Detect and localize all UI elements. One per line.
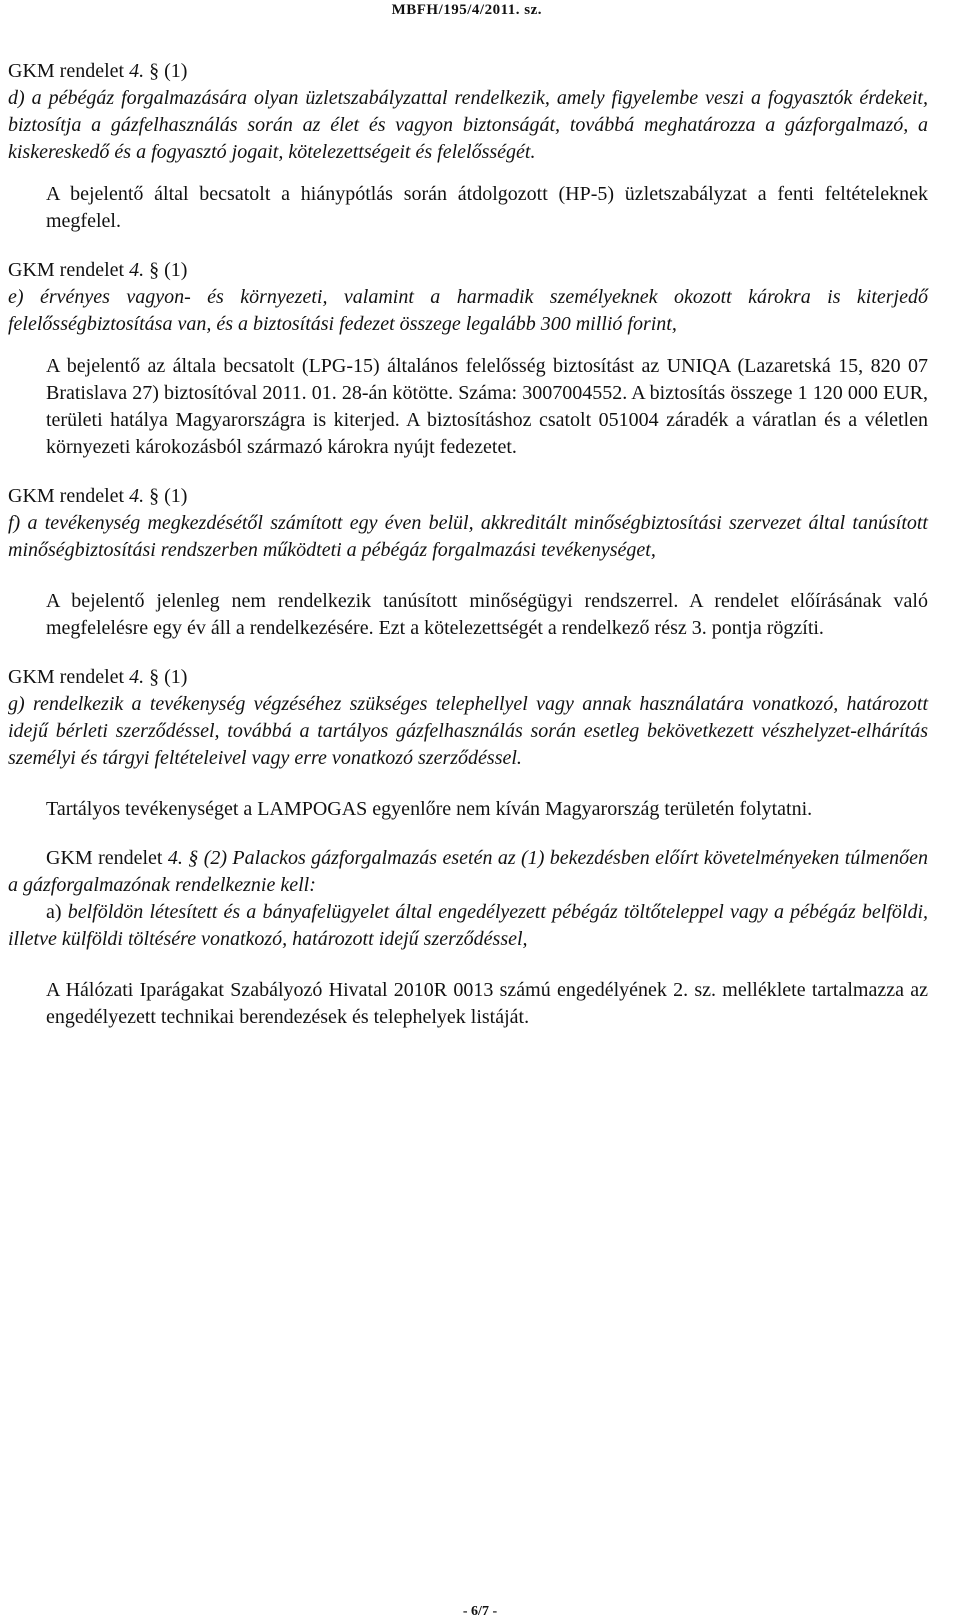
regulation-reference-2	[8, 845, 928, 899]
regulation-reference	[8, 664, 928, 691]
law-text-d: d) a pébégáz forgalmazására olyan üzletszabályzattal rendelkezik, amely figyelembe veszi a fogyasztók érdekeit, biztosítja a gázfelhasználás során az élet és vagyon biztonságát, továbbá meghatározza a gázforgalmazó, a kiskereskedő és a fogyasztó jogait, kötelezettségeit és felelősségét.	[8, 87, 928, 163]
response-text: A bejelentő jelenleg nem rendelkezik tanúsított minőségügyi rendszerrel. A rendelet előírásának való megfelelésre egy év áll a rendelkezésére. Ezt a kötelezettségét a rendelkező rész 3. pontja rögzíti.	[46, 590, 928, 639]
section-ref: § (2) Palackos gázforgalmazás esetén az (1) bekezdésben előírt követelményeken túlmenően a gázforgalmazónak rendelkeznie kell:	[8, 847, 928, 896]
page-number: - 6/7 -	[462, 1604, 498, 1619]
page-body	[8, 58, 928, 1031]
regulation-name: GKM rendelet	[8, 666, 130, 688]
regulation-number: 4.	[129, 666, 145, 688]
law-text-a	[8, 899, 928, 953]
law-text-e: e) érvényes vagyon- és környezeti, valamint a harmadik személyeknek okozott károkra is kiterjedő felelősségbiztosítása van, és a biztosítási fedezet összege legalább 300 millió forint,	[8, 286, 928, 335]
regulation-reference	[8, 58, 928, 85]
regulation-number: 4.	[129, 259, 145, 281]
response-text: A bejelentő által becsatolt a hiánypótlás során átdolgozott (HP-5) üzletszabályzat a fenti feltételeknek megfelel.	[46, 183, 928, 232]
section-ref: § (1)	[144, 485, 188, 507]
section-ref: § (1)	[144, 259, 188, 281]
regulation-number: 4.	[129, 485, 145, 507]
response-text: A Hálózati Iparágakat Szabályozó Hivatal 2010R 0013 számú engedélyének 2. sz. melléklete tartalmazza az engedélyezett technikai berendezések és telephelyek listáját.	[46, 979, 928, 1028]
law-text-f: f) a tevékenység megkezdésétől számított egy éven belül, akkreditált minőségbiztosítási szervezet által tanúsított minőségbiztosítási rendszerben működteti a pébégáz forgalmazási tevékenységet,	[8, 512, 928, 561]
regulation-name: GKM rendelet	[8, 485, 130, 507]
regulation-reference	[8, 257, 928, 284]
response-text: A bejelentő az általa becsatolt (LPG-15) általános felelősség biztosítást az UNIQA (Lazaretská 15, 820 07 Bratislava 27) biztosítóval 2011. 01. 28-án kötötte. Száma: 3007004552. A biztosítás összege 1 120 000 EUR, területi hatálya Magyarországra is kiterjed. A biztosításhoz csatolt 051004 záradék a váratlan és a véletlen környezeti károkozásból származó károkra nyújt fedezetet.	[46, 355, 928, 458]
response-text: Tartályos tevékenységet a LAMPOGAS egyenlőre nem kíván Magyarország területén folytatni.	[46, 798, 813, 820]
regulation-number: 4.	[129, 60, 145, 82]
regulation-name: GKM rendelet	[8, 259, 130, 281]
regulation-number: 4.	[167, 847, 183, 869]
section-ref: § (1)	[144, 666, 188, 688]
law-text-g: g) rendelkezik a tevékenység végzéséhez szükséges telephellyel vagy annak használatára vonatkozó, határozott idejű bérleti szerződéssel, továbbá a tartályos gázfelhasználás során esetleg bekövetkezett vészhelyzet-elhárítás személyi és tárgyi feltételeivel vagy erre vonatkozó szerződéssel.	[8, 693, 928, 769]
section-ref: § (1)	[144, 60, 188, 82]
regulation-name: GKM rendelet	[8, 60, 130, 82]
document-reference: MBFH/195/4/2011. sz.	[391, 2, 542, 18]
item-text: belföldön létesített és a bányafelügyelet által engedélyezett pébégáz töltőteleppel vagy a pébégáz belföldi, illetve külföldi töltésére vonatkozó, határozott idejű szerződéssel,	[8, 901, 929, 950]
regulation-name: GKM rendelet	[46, 847, 168, 869]
regulation-reference	[8, 483, 928, 510]
item-label: a)	[46, 901, 68, 923]
